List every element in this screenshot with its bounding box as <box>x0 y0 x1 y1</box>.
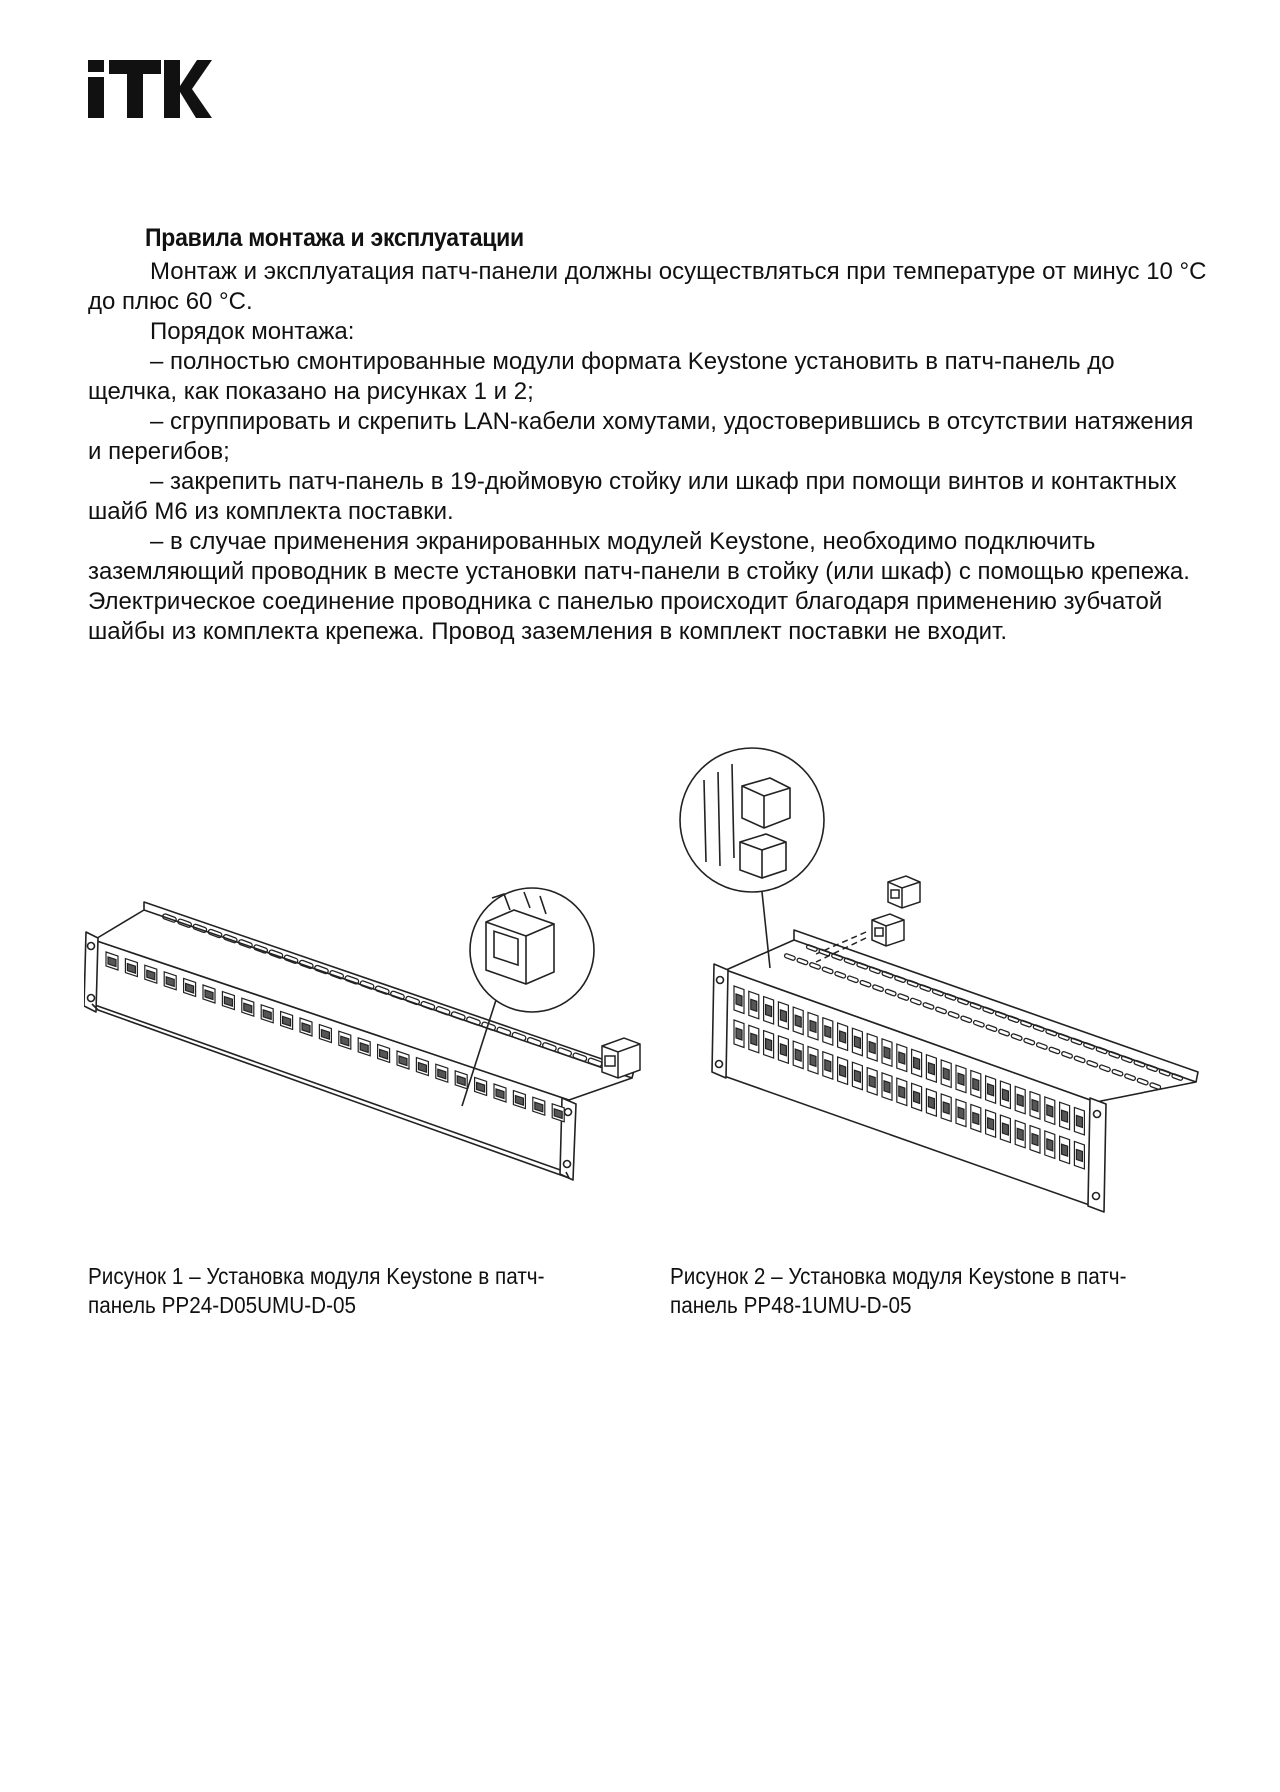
paragraph-step-4: – в случае применения экранированных модулей Keystone, необходимо подключить заземляющий проводник в месте установки патч-панели в стойку (или шкаф) с помощью крепежа. Электрическое соединение проводника с панелью происходит благодаря применению зубчатой шайбы из комплекта крепежа. Провод заземления в комплект поставки не входит. <box>88 528 1190 645</box>
itk-logo <box>88 60 212 123</box>
rj45-jack <box>943 1102 949 1114</box>
rj45-jack <box>1062 1110 1068 1122</box>
rj45-jack <box>928 1063 934 1075</box>
rj45-jack <box>973 1112 979 1124</box>
rj45-jack <box>1032 1100 1038 1112</box>
rj45-jack <box>899 1052 905 1064</box>
paragraph-procedure-title: Порядок монтажа: <box>150 318 355 345</box>
rj45-jack <box>884 1047 890 1059</box>
rj45-jack <box>958 1107 964 1119</box>
rj45-jack <box>751 1033 757 1045</box>
rj45-jack <box>973 1078 979 1090</box>
rj45-jack <box>751 999 757 1011</box>
rj45-jack <box>1076 1149 1082 1161</box>
rj45-jack <box>988 1084 994 1096</box>
rj45-jack <box>958 1073 964 1085</box>
itk-logo-mark <box>88 60 212 118</box>
rj45-jack <box>840 1065 846 1077</box>
rj45-jack <box>810 1020 816 1032</box>
rj45-jack <box>780 1044 786 1056</box>
rj45-jack <box>1047 1105 1053 1117</box>
rj45-jack <box>795 1015 801 1027</box>
rj45-jack <box>795 1049 801 1061</box>
rj45-jack <box>1002 1123 1008 1135</box>
rj45-jack <box>869 1042 875 1054</box>
rj45-jack <box>736 1028 742 1040</box>
rj45-jack <box>854 1036 860 1048</box>
figure-2-patch-panel-48 <box>666 742 1206 1232</box>
document-body <box>88 224 1208 647</box>
rj45-jack <box>840 1031 846 1043</box>
patch-panel-24-illustration <box>84 880 664 1240</box>
figure-1-caption: Рисунок 1 – Установка модуля Keystone в патч-панель PP24-D05UMU-D-05 <box>88 1263 545 1318</box>
paragraph-step-1: – полностью смонтированные модули формата Keystone установить в патч-панель до щелчка, как показано на рисунках 1 и 2; <box>88 348 1115 405</box>
rj45-jack <box>810 1054 816 1066</box>
rj45-jack <box>1047 1139 1053 1151</box>
rj45-jack <box>943 1068 949 1080</box>
rj45-jack <box>825 1026 831 1038</box>
rj45-jack <box>928 1097 934 1109</box>
paragraph-step-3: – закрепить патч-панель в 19-дюймовую стойку или шкаф при помощи винтов и контактных шайб М6 из комплекта поставки. <box>88 468 1177 525</box>
rj45-jack <box>899 1086 905 1098</box>
rj45-jack <box>914 1091 920 1103</box>
rj45-jack <box>1017 1128 1023 1140</box>
paragraph-temperature: Монтаж и эксплуатация патч-панели должны осуществляться при температуре от минус 10 °С до плюс 60 °С. <box>88 258 1207 315</box>
rj45-jack <box>1002 1089 1008 1101</box>
figure-1-patch-panel-24 <box>84 880 664 1240</box>
rj45-jack <box>914 1057 920 1069</box>
section-heading: Правила монтажа и эксплуатации <box>145 224 524 252</box>
rj45-jack <box>780 1010 786 1022</box>
paragraph-step-2: – сгруппировать и скрепить LAN-кабели хомутами, удостоверившись в отсутствии натяжения и перегибов; <box>88 408 1194 465</box>
rj45-jack <box>884 1081 890 1093</box>
rj45-jack <box>854 1070 860 1082</box>
rj45-jack <box>869 1076 875 1088</box>
rj45-jack <box>736 994 742 1006</box>
patch-panel-48-illustration <box>666 742 1206 1232</box>
rj45-jack <box>825 1060 831 1072</box>
rj45-jack <box>766 1039 772 1051</box>
rj45-jack <box>1062 1144 1068 1156</box>
rj45-jack <box>1032 1134 1038 1146</box>
rj45-jack <box>1076 1115 1082 1127</box>
rj45-jack <box>988 1118 994 1130</box>
rj45-jack <box>1017 1094 1023 1106</box>
rj45-jack <box>766 1005 772 1017</box>
figure-2-caption: Рисунок 2 – Установка модуля Keystone в патч-панель PP48-1UMU-D-05 <box>670 1263 1127 1318</box>
